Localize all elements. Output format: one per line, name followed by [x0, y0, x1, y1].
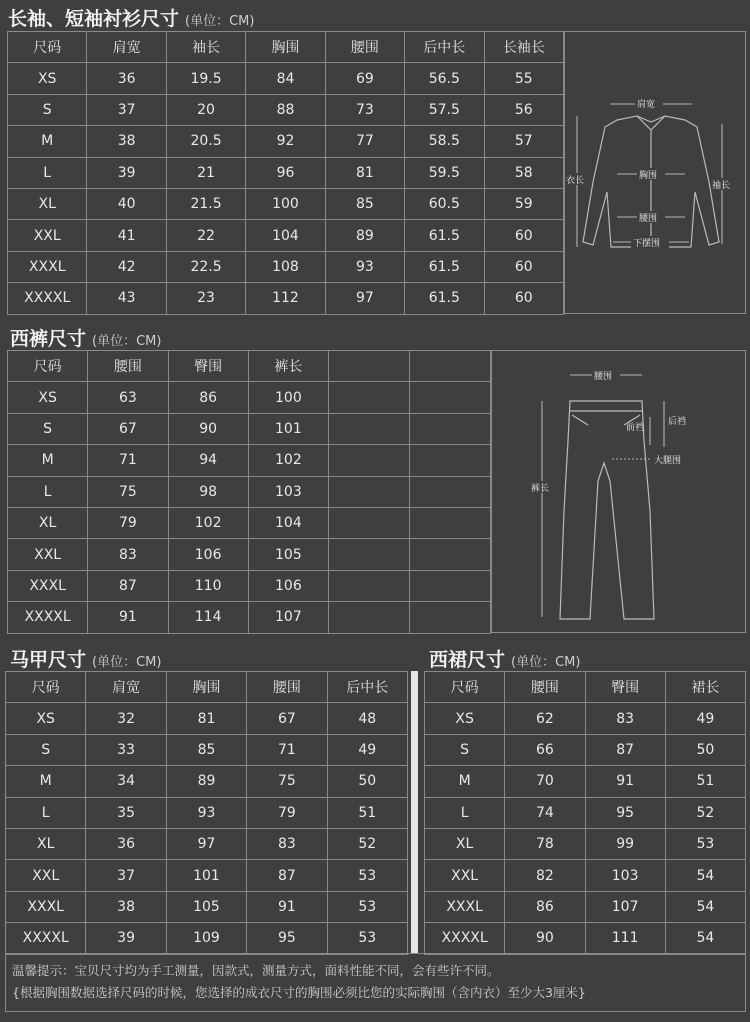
value-cell: 86	[505, 891, 585, 922]
value-cell: 67	[247, 703, 327, 734]
column-header: 后中长	[327, 672, 407, 703]
table-row	[425, 734, 746, 765]
skirt-unit: (单位：CM)	[511, 655, 581, 670]
value-cell: 66	[505, 734, 585, 765]
table-row	[8, 251, 564, 282]
pants-label-length: 裤长	[531, 484, 550, 494]
header-row	[425, 672, 746, 703]
value-cell: 98	[168, 476, 248, 507]
size-cell: XS	[425, 703, 505, 734]
empty-cell	[410, 507, 491, 538]
value-cell: 37	[87, 94, 166, 125]
empty-cell	[329, 539, 410, 570]
table-row	[425, 797, 746, 828]
value-cell: 20.5	[166, 126, 245, 157]
shirt-label-waist: 腰围	[639, 214, 658, 224]
table-row	[8, 63, 564, 94]
value-cell: 101	[248, 413, 328, 444]
value-cell: 21.5	[166, 188, 245, 219]
value-cell: 82	[505, 860, 585, 891]
value-cell: 109	[166, 923, 246, 954]
value-cell: 52	[327, 828, 407, 859]
table-row	[6, 703, 408, 734]
empty-cell	[329, 570, 410, 601]
size-cell: XXXL	[6, 891, 86, 922]
table-row	[8, 445, 491, 476]
size-cell: XL	[8, 507, 88, 538]
value-cell: 60	[484, 283, 563, 314]
size-cell: XL	[425, 828, 505, 859]
pants-label-front-rise: 前裆	[626, 423, 645, 433]
value-cell: 112	[246, 283, 325, 314]
value-cell: 59	[484, 188, 563, 219]
table-row	[425, 891, 746, 922]
table-row	[8, 539, 491, 570]
value-cell: 85	[166, 734, 246, 765]
size-cell: XXXL	[8, 251, 87, 282]
shirt-label-sleeve: 袖长	[712, 181, 731, 191]
table-row	[8, 476, 491, 507]
header-row	[8, 32, 564, 63]
empty-cell	[410, 413, 491, 444]
skirt-section-title	[429, 645, 580, 672]
value-cell: 69	[325, 63, 404, 94]
size-cell: M	[6, 766, 86, 797]
size-cell: XL	[8, 188, 87, 219]
pants-unit: (单位：CM)	[92, 334, 162, 349]
column-header: 尺码	[6, 672, 86, 703]
shirt-label-length: 衣长	[566, 176, 585, 186]
value-cell: 78	[505, 828, 585, 859]
value-cell: 33	[86, 734, 166, 765]
value-cell: 36	[86, 828, 166, 859]
value-cell: 75	[88, 476, 168, 507]
value-cell: 54	[665, 923, 745, 954]
empty-cell	[410, 570, 491, 601]
size-cell: XXL	[6, 860, 86, 891]
empty-cell	[329, 445, 410, 476]
table-row	[8, 382, 491, 413]
column-header: 裙长	[665, 672, 745, 703]
value-cell: 83	[585, 703, 665, 734]
column-header: 胸围	[246, 32, 325, 63]
value-cell: 61.5	[405, 251, 484, 282]
vest-section-title	[10, 645, 161, 672]
table-row	[8, 507, 491, 538]
value-cell: 111	[585, 923, 665, 954]
value-cell: 95	[585, 797, 665, 828]
value-cell: 70	[505, 766, 585, 797]
shirt-diagram	[565, 32, 745, 313]
column-header: 腰围	[505, 672, 585, 703]
value-cell: 22.5	[166, 251, 245, 282]
empty-cell	[410, 351, 491, 382]
notes-box	[5, 953, 746, 1012]
value-cell: 23	[166, 283, 245, 314]
table-row	[8, 602, 491, 633]
value-cell: 41	[87, 220, 166, 251]
value-cell: 50	[665, 734, 745, 765]
shirt-diagram-panel	[564, 31, 746, 314]
value-cell: 35	[86, 797, 166, 828]
pants-label-waist: 腰围	[594, 372, 613, 382]
value-cell: 114	[168, 602, 248, 633]
value-cell: 97	[325, 283, 404, 314]
shirt-label-shoulder: 肩宽	[637, 100, 656, 110]
value-cell: 91	[88, 602, 168, 633]
vest-unit: (单位：CM)	[92, 655, 162, 670]
size-cell: XS	[8, 382, 88, 413]
value-cell: 108	[246, 251, 325, 282]
empty-cell	[329, 351, 410, 382]
table-row	[8, 220, 564, 251]
value-cell: 97	[166, 828, 246, 859]
value-cell: 88	[246, 94, 325, 125]
value-cell: 62	[505, 703, 585, 734]
table-row	[425, 828, 746, 859]
empty-cell	[329, 382, 410, 413]
vest-title: 马甲尺寸	[10, 649, 87, 671]
table-row	[8, 126, 564, 157]
size-cell: S	[8, 94, 87, 125]
value-cell: 49	[327, 734, 407, 765]
value-cell: 49	[665, 703, 745, 734]
section-divider	[411, 671, 418, 953]
value-cell: 91	[247, 891, 327, 922]
value-cell: 58.5	[405, 126, 484, 157]
value-cell: 22	[166, 220, 245, 251]
table-row	[8, 188, 564, 219]
value-cell: 93	[325, 251, 404, 282]
column-header: 腰围	[88, 351, 168, 382]
value-cell: 53	[327, 891, 407, 922]
value-cell: 89	[325, 220, 404, 251]
column-header: 后中长	[405, 32, 484, 63]
value-cell: 40	[87, 188, 166, 219]
value-cell: 63	[88, 382, 168, 413]
size-cell: XXXL	[8, 570, 88, 601]
value-cell: 83	[88, 539, 168, 570]
value-cell: 60.5	[405, 188, 484, 219]
header-row	[8, 351, 491, 382]
value-cell: 102	[248, 445, 328, 476]
value-cell: 51	[665, 766, 745, 797]
shirt-size-table	[7, 31, 564, 315]
value-cell: 55	[484, 63, 563, 94]
value-cell: 92	[246, 126, 325, 157]
pants-diagram	[492, 351, 745, 632]
value-cell: 95	[247, 923, 327, 954]
value-cell: 87	[585, 734, 665, 765]
size-cell: XS	[6, 703, 86, 734]
value-cell: 110	[168, 570, 248, 601]
value-cell: 20	[166, 94, 245, 125]
empty-cell	[329, 507, 410, 538]
vest-size-table	[5, 671, 408, 955]
notes-line-1: 温馨提示：宝贝尺寸均为手工测量，因款式，测量方式，面料性能不同，会有些许不同。	[12, 963, 500, 978]
value-cell: 71	[247, 734, 327, 765]
value-cell: 53	[327, 923, 407, 954]
column-header: 肩宽	[87, 32, 166, 63]
value-cell: 19.5	[166, 63, 245, 94]
column-header: 尺码	[8, 32, 87, 63]
value-cell: 94	[168, 445, 248, 476]
empty-cell	[329, 476, 410, 507]
table-row	[8, 157, 564, 188]
size-cell: XXL	[425, 860, 505, 891]
table-row	[6, 923, 408, 954]
value-cell: 42	[87, 251, 166, 282]
size-cell: M	[8, 126, 87, 157]
value-cell: 61.5	[405, 283, 484, 314]
size-cell: XXXXL	[6, 923, 86, 954]
empty-cell	[410, 602, 491, 633]
shirt-label-chest: 胸围	[639, 171, 658, 181]
table-row	[425, 860, 746, 891]
skirt-title: 西裙尺寸	[429, 649, 506, 671]
value-cell: 38	[86, 891, 166, 922]
value-cell: 53	[327, 860, 407, 891]
value-cell: 103	[248, 476, 328, 507]
empty-cell	[410, 382, 491, 413]
size-cell: M	[8, 445, 88, 476]
size-cell: XXL	[8, 220, 87, 251]
value-cell: 102	[168, 507, 248, 538]
value-cell: 54	[665, 891, 745, 922]
value-cell: 71	[88, 445, 168, 476]
notes-line-2: {根据胸围数据选择尺码的时候，您选择的成衣尺寸的胸围必须比您的实际胸围（含内衣）至少大3厘米}	[12, 985, 586, 1000]
value-cell: 73	[325, 94, 404, 125]
empty-cell	[410, 476, 491, 507]
shirt-section-title	[8, 4, 254, 31]
table-row	[8, 283, 564, 314]
value-cell: 50	[327, 766, 407, 797]
value-cell: 104	[246, 220, 325, 251]
size-cell: XXXXL	[8, 602, 88, 633]
table-row	[6, 766, 408, 797]
value-cell: 81	[166, 703, 246, 734]
value-cell: 99	[585, 828, 665, 859]
size-cell: L	[8, 157, 87, 188]
value-cell: 38	[87, 126, 166, 157]
column-header: 长袖长	[484, 32, 563, 63]
value-cell: 105	[248, 539, 328, 570]
size-cell: XXL	[8, 539, 88, 570]
value-cell: 61.5	[405, 220, 484, 251]
empty-cell	[410, 539, 491, 570]
value-cell: 54	[665, 860, 745, 891]
value-cell: 90	[505, 923, 585, 954]
value-cell: 51	[327, 797, 407, 828]
pants-section-title	[10, 324, 161, 351]
empty-cell	[410, 445, 491, 476]
value-cell: 79	[88, 507, 168, 538]
value-cell: 90	[168, 413, 248, 444]
pants-label-back-rise: 后裆	[668, 417, 687, 427]
size-cell: S	[6, 734, 86, 765]
shirt-title: 长袖、短袖衬衫尺寸	[8, 8, 180, 30]
table-row	[425, 923, 746, 954]
size-cell: S	[8, 413, 88, 444]
value-cell: 75	[247, 766, 327, 797]
value-cell: 53	[665, 828, 745, 859]
size-cell: XXXXL	[425, 923, 505, 954]
value-cell: 85	[325, 188, 404, 219]
size-cell: M	[425, 766, 505, 797]
value-cell: 89	[166, 766, 246, 797]
value-cell: 77	[325, 126, 404, 157]
value-cell: 59.5	[405, 157, 484, 188]
value-cell: 37	[86, 860, 166, 891]
pants-diagram-panel	[491, 350, 746, 633]
value-cell: 39	[86, 923, 166, 954]
column-header: 尺码	[425, 672, 505, 703]
value-cell: 67	[88, 413, 168, 444]
size-cell: XS	[8, 63, 87, 94]
value-cell: 106	[168, 539, 248, 570]
value-cell: 60	[484, 220, 563, 251]
value-cell: 74	[505, 797, 585, 828]
table-row	[6, 734, 408, 765]
empty-cell	[329, 413, 410, 444]
pants-label-thigh: 大腿围	[654, 456, 682, 466]
value-cell: 87	[88, 570, 168, 601]
value-cell: 83	[247, 828, 327, 859]
value-cell: 81	[325, 157, 404, 188]
value-cell: 100	[246, 188, 325, 219]
value-cell: 56.5	[405, 63, 484, 94]
value-cell: 43	[87, 283, 166, 314]
table-row	[6, 860, 408, 891]
column-header: 臀围	[585, 672, 665, 703]
value-cell: 60	[484, 251, 563, 282]
column-header: 裤长	[248, 351, 328, 382]
table-row	[8, 570, 491, 601]
empty-cell	[329, 602, 410, 633]
size-cell: L	[8, 476, 88, 507]
table-row	[6, 828, 408, 859]
size-cell: L	[425, 797, 505, 828]
skirt-size-table	[424, 671, 746, 955]
size-cell: XL	[6, 828, 86, 859]
header-row	[6, 672, 408, 703]
size-cell: L	[6, 797, 86, 828]
value-cell: 91	[585, 766, 665, 797]
size-cell: XXXXL	[8, 283, 87, 314]
table-row	[425, 703, 746, 734]
value-cell: 84	[246, 63, 325, 94]
value-cell: 86	[168, 382, 248, 413]
value-cell: 56	[484, 94, 563, 125]
size-cell: XXXL	[425, 891, 505, 922]
value-cell: 79	[247, 797, 327, 828]
value-cell: 105	[166, 891, 246, 922]
column-header: 袖长	[166, 32, 245, 63]
value-cell: 107	[585, 891, 665, 922]
value-cell: 52	[665, 797, 745, 828]
column-header: 肩宽	[86, 672, 166, 703]
value-cell: 36	[87, 63, 166, 94]
table-row	[6, 797, 408, 828]
value-cell: 32	[86, 703, 166, 734]
column-header: 腰围	[247, 672, 327, 703]
table-row	[8, 413, 491, 444]
value-cell: 87	[247, 860, 327, 891]
table-row	[8, 94, 564, 125]
pants-size-table	[7, 350, 491, 634]
table-row	[6, 891, 408, 922]
pants-title: 西裤尺寸	[10, 328, 87, 350]
column-header: 臀围	[168, 351, 248, 382]
value-cell: 106	[248, 570, 328, 601]
value-cell: 57.5	[405, 94, 484, 125]
shirt-label-hem: 下摆围	[633, 239, 661, 249]
table-row	[425, 766, 746, 797]
value-cell: 58	[484, 157, 563, 188]
shirt-unit: (单位：CM)	[185, 14, 255, 29]
value-cell: 103	[585, 860, 665, 891]
value-cell: 104	[248, 507, 328, 538]
column-header: 胸围	[166, 672, 246, 703]
value-cell: 48	[327, 703, 407, 734]
value-cell: 107	[248, 602, 328, 633]
value-cell: 100	[248, 382, 328, 413]
value-cell: 39	[87, 157, 166, 188]
column-header: 腰围	[325, 32, 404, 63]
value-cell: 57	[484, 126, 563, 157]
value-cell: 21	[166, 157, 245, 188]
value-cell: 101	[166, 860, 246, 891]
value-cell: 34	[86, 766, 166, 797]
value-cell: 96	[246, 157, 325, 188]
value-cell: 93	[166, 797, 246, 828]
size-cell: S	[425, 734, 505, 765]
column-header: 尺码	[8, 351, 88, 382]
